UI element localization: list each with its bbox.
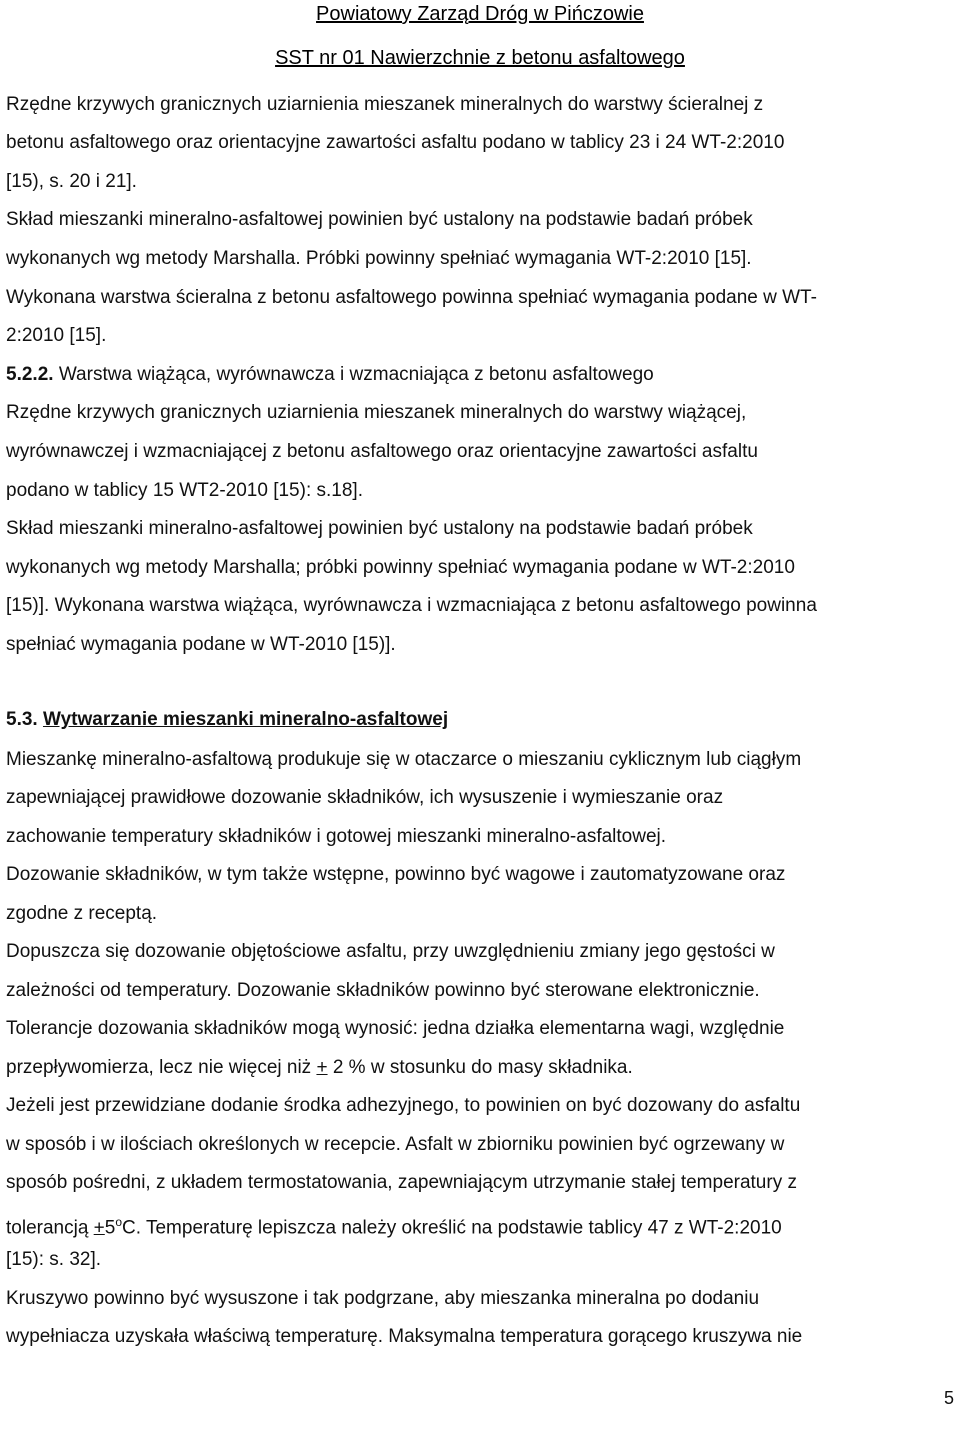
text-line: Skład mieszanki mineralno-asfaltowej powinien być ustalony na podstawie badań próbek bbox=[6, 518, 753, 539]
section-number: 5.2.2. bbox=[6, 364, 54, 385]
text-line: w sposób i w ilościach określonych w recepcie. Asfalt w zbiorniku powinien być ogrzewany w bbox=[6, 1134, 785, 1155]
text-line: zapewniającej prawidłowe dozowanie składników, ich wysuszenie i wymieszanie oraz bbox=[6, 787, 724, 808]
text-line bbox=[6, 1211, 782, 1239]
text-line: wyrównawczej i wzmacniającej z betonu asfaltowego oraz orientacyjne zawartości asfaltu bbox=[6, 441, 758, 462]
text-line: [15)]. Wykonana warstwa wiążąca, wyrównawcza i wzmacniająca z betonu asfaltowego powinna bbox=[6, 595, 817, 616]
text-line: wykonanych wg metody Marshalla. Próbki powinny spełniać wymagania WT-2:2010 [15]. bbox=[6, 248, 752, 269]
text-line: zachowanie temperatury składników i gotowej mieszanki mineralno-asfaltowej. bbox=[6, 826, 667, 847]
text-line: [15), s. 20 i 21]. bbox=[6, 171, 137, 192]
specification-header: SST nr 01 Nawierzchnie z betonu asfaltowego bbox=[275, 47, 685, 69]
section-number: 5.3. bbox=[6, 709, 38, 730]
tolerance-value: 5 bbox=[104, 1217, 116, 1239]
text-line: podano w tablicy 15 WT2-2010 [15): s.18]. bbox=[6, 480, 363, 501]
organization-header: Powiatowy Zarząd Dróg w Pińczowie bbox=[316, 3, 644, 25]
section-heading bbox=[6, 364, 654, 386]
plus-minus-sign: + bbox=[93, 1217, 105, 1239]
text-line: Dozowanie składników, w tym także wstępne, powinno być wagowe i zautomatyzowane oraz bbox=[6, 864, 786, 885]
text-line: Kruszywo powinno być wysuszone i tak podgrzane, aby mieszanka mineralna po dodaniu bbox=[6, 1288, 760, 1309]
text-line: betonu asfaltowego oraz orientacyjne zawartości asfaltu podano w tablicy 23 i 24 WT-2:2010 bbox=[6, 132, 785, 153]
text-line: sposób pośredni, z układem termostatowania, zapewniającym utrzymanie stałej temperatury z bbox=[6, 1172, 797, 1193]
text-line: Rzędne krzywych granicznych uziarnienia mieszanek mineralnych do warstwy wiążącej, bbox=[6, 402, 747, 423]
degree-superscript: o bbox=[115, 1215, 123, 1229]
text-line: zgodne z receptą. bbox=[6, 903, 158, 924]
text-line bbox=[6, 1057, 633, 1079]
text-line: Mieszankę mineralno-asfaltową produkuje się w otaczarce o mieszaniu cyklicznym lub ciągłym bbox=[6, 749, 802, 770]
plus-minus-sign: + bbox=[316, 1057, 328, 1078]
text-segment: tolerancją bbox=[6, 1217, 94, 1239]
text-line: wykonanych wg metody Marshalla; próbki powinny spełniać wymagania podane w WT-2:2010 bbox=[6, 557, 795, 578]
text-line: 2:2010 [15]. bbox=[6, 325, 107, 346]
text-line: zależności od temperatury. Dozowanie składników powinno być sterowane elektronicznie. bbox=[6, 980, 760, 1001]
text-line: spełniać wymagania podane w WT-2010 [15)]. bbox=[6, 634, 396, 655]
section-title: Wytwarzanie mieszanki mineralno-asfaltowej bbox=[42, 709, 449, 730]
text-line: Tolerancje dozowania składników mogą wynosić: jedna działka elementarna wagi, względnie bbox=[6, 1018, 785, 1039]
section-heading bbox=[6, 709, 448, 731]
text-segment: przepływomierza, lecz nie więcej niż bbox=[6, 1057, 317, 1078]
text-segment: C. Temperaturę lepiszcza należy określić na podstawie tablicy 47 z WT-2:2010 bbox=[122, 1217, 782, 1239]
text-line: [15): s. 32]. bbox=[6, 1249, 102, 1270]
text-line: Rzędne krzywych granicznych uziarnienia mieszanek mineralnych do warstwy ścieralnej z bbox=[6, 94, 764, 115]
text-line: Wykonana warstwa ścieralna z betonu asfaltowego powinna spełniać wymagania podane w WT- bbox=[6, 287, 817, 308]
text-line: Dopuszcza się dozowanie objętościowe asfaltu, przy uwzględnieniu zmiany jego gęstości w bbox=[6, 941, 775, 962]
section-title: Warstwa wiążąca, wyrównawcza i wzmacniająca z betonu asfaltowego bbox=[53, 364, 654, 385]
text-line: wypełniacza uzyskała właściwą temperaturę. Maksymalna temperatura gorącego kruszywa nie bbox=[6, 1326, 803, 1347]
text-segment: 2 % w stosunku do masy składnika. bbox=[327, 1057, 633, 1078]
text-line: Jeżeli jest przewidziane dodanie środka adhezyjnego, to powinien on być dozowany do asfaltu bbox=[6, 1095, 801, 1116]
page-number: 5 bbox=[943, 1388, 954, 1408]
text-line: Skład mieszanki mineralno-asfaltowej powinien być ustalony na podstawie badań próbek bbox=[6, 209, 753, 230]
